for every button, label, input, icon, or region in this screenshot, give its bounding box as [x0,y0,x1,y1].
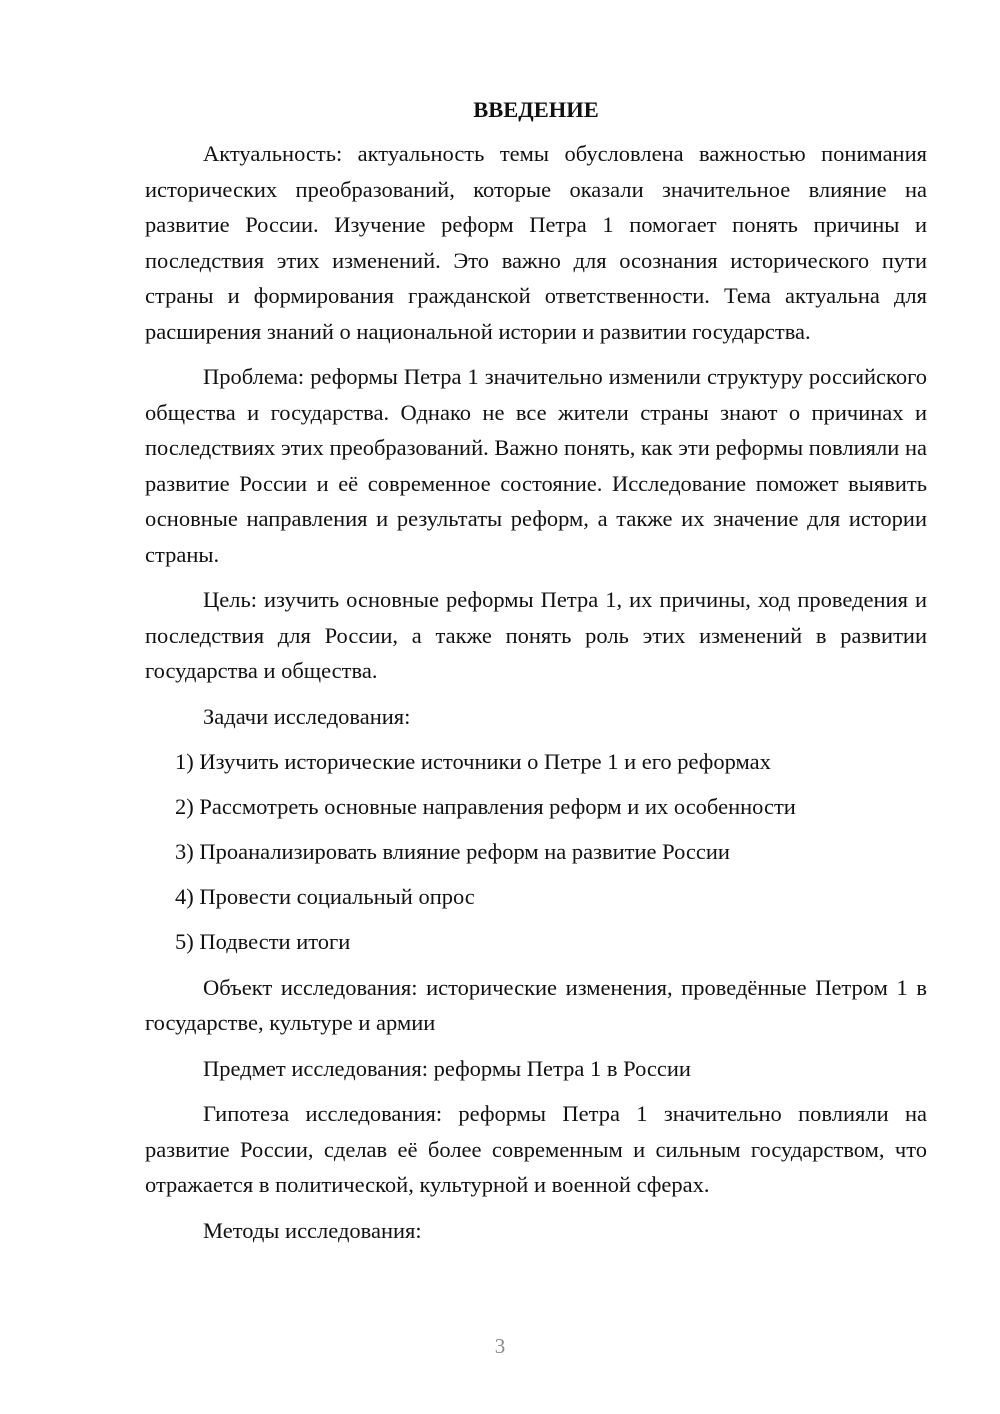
task-item: 5) Подвести итоги [175,929,351,954]
methods-label: Методы исследования: [203,1217,422,1243]
task-item: 3) Проанализировать влияние реформ на развитие России [175,839,730,864]
page-content [145,92,927,1258]
task-item: 4) Провести социальный опрос [175,884,475,909]
section-heading: ВВЕДЕНИЕ [473,97,599,122]
problem-paragraph: Проблема: реформы Петра 1 значительно изменили структуру российского общества и государства. Однако не все жители страны знают о причинах и последствиях этих преобразований. Важно понять, как эти реформы повлияли на развитие России и её современное состояние. Исследование поможет выявить основные направления и результаты реформ, а также их значение для истории страны. [145,364,927,567]
task-item: 1) Изучить исторические источники о Петре 1 и его реформах [175,749,771,774]
goal-paragraph: Цель: изучить основные реформы Петра 1, их причины, ход проведения и последствия для России, а также понять роль этих изменений в развитии государства и общества. [145,587,927,683]
task-item: 2) Рассмотреть основные направления реформ и их особенности [175,794,796,819]
hypothesis-paragraph: Гипотеза исследования: реформы Петра 1 значительно повлияли на развитие России, сделав её более современным и сильным государством, что отражается в политической, культурной и военной сферах. [145,1101,927,1197]
page-number: 3 [494,1334,506,1358]
relevance-paragraph: Актуальность: актуальность темы обусловлена важностью понимания исторических преобразований, которые оказали значительное влияние на развитие России. Изучение реформ Петра 1 помогает понять причины и последствия этих изменений. Это важно для осознания исторического пути страны и формирования гражданской ответственности. Тема актуальна для расширения знаний о национальной истории и развитии государства. [145,141,927,344]
subject-paragraph: Предмет исследования: реформы Петра 1 в России [203,1055,691,1081]
tasks-label: Задачи исследования: [203,703,411,729]
object-paragraph: Объект исследования: исторические изменения, проведённые Петром 1 в государстве, культуре и армии [145,974,927,1035]
tasks-list [145,744,927,960]
